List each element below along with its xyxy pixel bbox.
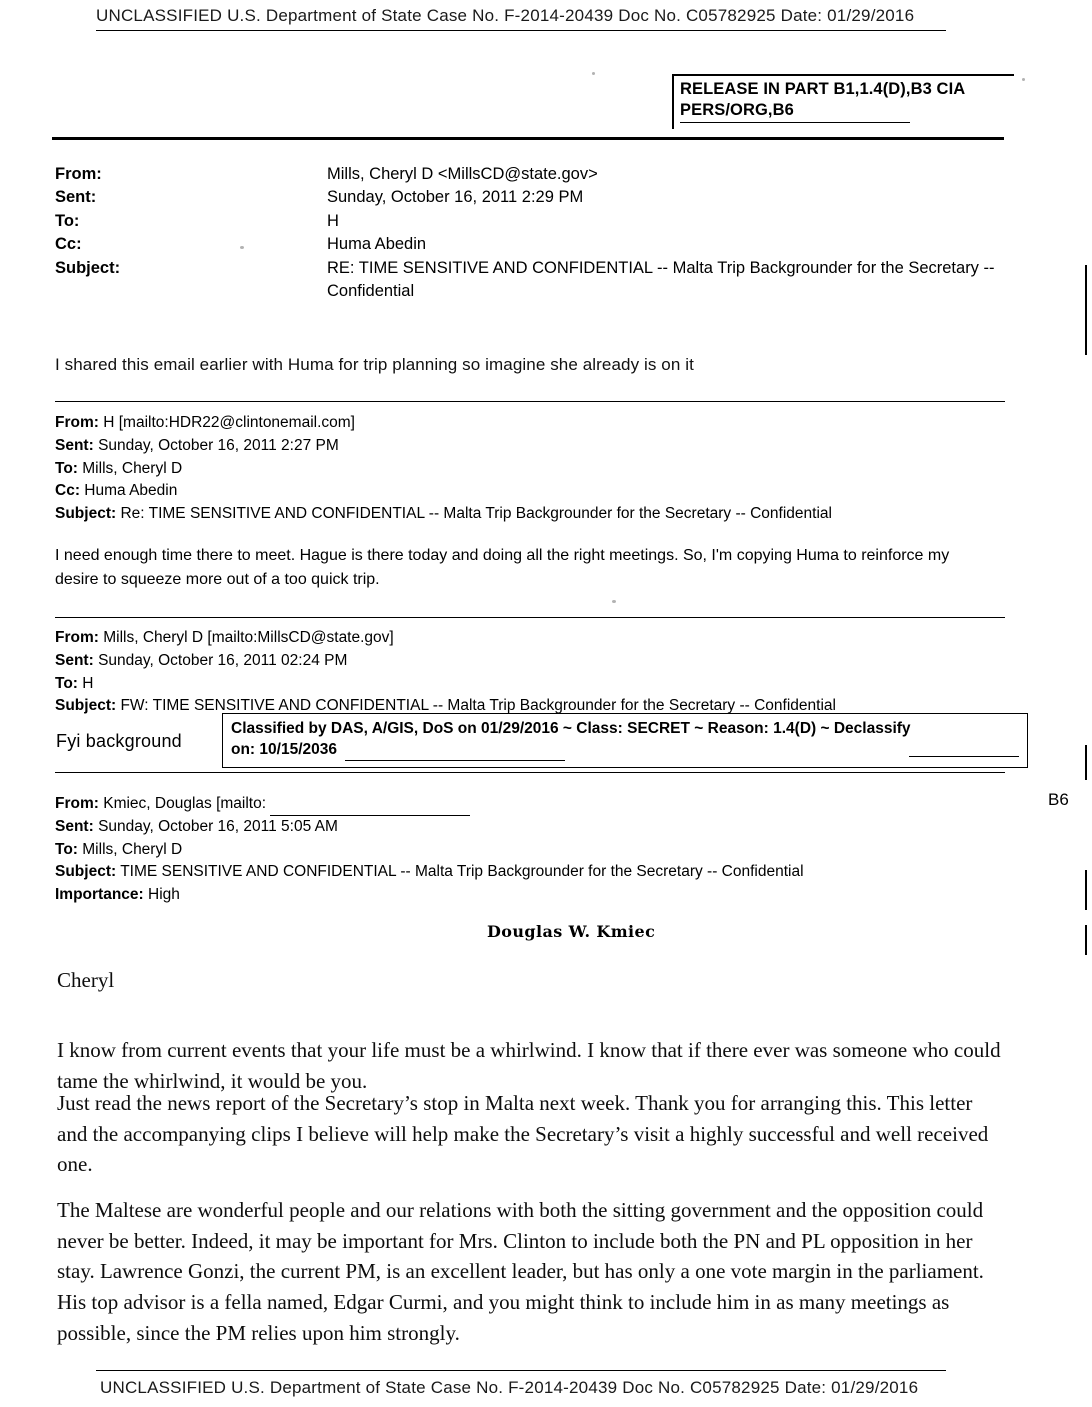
q2-from-row — [55, 627, 1015, 650]
q1-to-label: To: — [55, 459, 78, 477]
q2-to-value: H — [82, 674, 94, 692]
email-header-block — [55, 163, 1015, 304]
header-row-subject — [55, 257, 1015, 304]
q1-from-value: H [mailto:HDR22@clintonemail.com] — [103, 414, 355, 431]
classification-line-2-text: on: 10/15/2036 — [231, 741, 337, 759]
q2-to-label: To: — [55, 674, 78, 692]
q3-importance-value: High — [148, 886, 180, 904]
q1-to-value: Mills, Cheryl D — [82, 459, 183, 477]
q3-sent-label: Sent: — [55, 817, 94, 835]
bottom-classification-stamp: UNCLASSIFIED U.S. Department of State Case No. F-2014-20439 Doc No. C05782925 Date: 01/29/2016 — [100, 1378, 919, 1397]
q2-from-label: From: — [55, 629, 99, 646]
header-row-to — [55, 210, 1015, 233]
release-line-1: RELEASE IN PART B1,1.4(D),B3 CIA — [680, 80, 966, 98]
header-label-sent: Sent: — [55, 188, 97, 207]
top-classification-stamp: UNCLASSIFIED U.S. Department of State Case No. F-2014-20439 Doc No. C05782925 Date: 01/29/2016 — [96, 6, 915, 25]
letter-paragraph-2: Just read the news report of the Secretary’s stop in Malta next week. Thank you for arranging this. This letter and the accompanying clips I believe will help make the Secretary’s visit a highly successful and well received one. — [57, 1091, 989, 1177]
letter-greeting: Cheryl — [57, 968, 115, 992]
q2-to-row — [55, 673, 1015, 696]
quoted-1-body: I need enough time there to meet. Hague is there today and doing all the right meetings. So, I'm copying Huma to reinforce my desire to squeeze more out of a too quick trip. — [55, 547, 950, 588]
divider-1 — [55, 401, 1005, 402]
header-value-to: H — [327, 211, 339, 230]
header-subject-line2: Confidential — [327, 282, 415, 301]
classification-line-1-text: Classified by DAS, A/GIS, DoS on 01/29/2016 ~ Class: SECRET ~ Reason: 1.4(D) ~ Declassify — [231, 720, 911, 737]
q3-to-row — [55, 839, 1015, 862]
letter-paragraph-1: I know from current events that your life must be a whirlwind. I know that if there ever was someone who could tame the whirlwind, it would be you. — [57, 1038, 1001, 1093]
quoted-email-2-header — [55, 627, 1015, 718]
q1-to-row — [55, 458, 1015, 481]
header-separator-thick — [52, 137, 1004, 140]
header-row-sent — [55, 186, 1015, 209]
q1-subject-label: Subject: — [55, 505, 117, 523]
margin-bar-4 — [1085, 925, 1087, 955]
header-label-to: To: — [55, 211, 80, 230]
release-in-part-box — [672, 74, 1014, 129]
header-value-sent: Sunday, October 16, 2011 2:29 PM — [327, 188, 584, 207]
scan-speck — [240, 246, 244, 249]
header-subject-line1: RE: TIME SENSITIVE AND CONFIDENTIAL -- Malta Trip Backgrounder for the Secretary -- — [327, 258, 995, 277]
header-value-subject — [327, 257, 1015, 304]
q1-from-label: From: — [55, 414, 99, 431]
scan-speck — [592, 72, 595, 75]
margin-exemption-b6: B6 — [1048, 790, 1069, 809]
q1-cc-row — [55, 480, 1015, 503]
divider-3 — [55, 772, 1005, 773]
q1-cc-value: Huma Abedin — [84, 482, 178, 500]
q3-from-value: Kmiec, Douglas [mailto: — [103, 795, 267, 812]
q1-subject-value: Re: TIME SENSITIVE AND CONFIDENTIAL -- Malta Trip Backgrounder for the Secretary -- Confidential — [120, 505, 832, 523]
scan-speck — [1022, 78, 1025, 81]
letter-paragraph-3: The Maltese are wonderful people and our relations with both the sitting government and the opposition could never be better. Indeed, it may be important for Mrs. Clinton to include both the PN and PL opposition in her stay. Lawrence Gonzi, the current PM, is an excellent leader, but has only a one vote margin in the parliament. His top advisor is a fella named, Edgar Curmi, and you might think to include him in as many meetings as possible, since the PM relies upon him strongly. — [57, 1198, 984, 1345]
q1-sent-row — [55, 435, 1015, 458]
fyi-background-text: Fyi background — [56, 731, 182, 751]
release-underline — [680, 122, 910, 123]
header-label-from: From: — [55, 165, 102, 183]
margin-bar-1 — [1085, 265, 1087, 355]
q2-subject-label: Subject: — [55, 697, 117, 715]
q3-subject-label: Subject: — [55, 863, 117, 881]
q3-subject-row — [55, 861, 1015, 884]
q3-email-redaction — [270, 801, 470, 816]
q2-sent-value: Sunday, October 16, 2011 02:24 PM — [98, 651, 348, 669]
q1-cc-label: Cc: — [55, 482, 80, 500]
classification-line-1 — [231, 718, 1021, 739]
q1-sent-value: Sunday, October 16, 2011 2:27 PM — [98, 436, 339, 454]
scan-speck — [612, 600, 616, 603]
classification-stamp-box — [222, 713, 1028, 768]
header-rule — [96, 30, 946, 31]
header-value-from: Mills, Cheryl D <MillsCD@state.gov> — [327, 165, 598, 183]
q1-sent-label: Sent: — [55, 436, 94, 454]
q3-sent-value: Sunday, October 16, 2011 5:05 AM — [98, 817, 338, 835]
q3-to-label: To: — [55, 840, 78, 858]
header-value-cc: Huma Abedin — [327, 235, 427, 254]
q1-from-row — [55, 412, 1015, 435]
quoted-email-1-header — [55, 412, 1015, 526]
classification-redaction-line — [345, 760, 565, 761]
header-row-from — [55, 163, 1015, 186]
header-label-cc: Cc: — [55, 235, 82, 254]
q1-subject-row — [55, 503, 1015, 526]
q3-subject-value: TIME SENSITIVE AND CONFIDENTIAL -- Malta Trip Backgrounder for the Secretary -- Confidential — [120, 863, 804, 881]
divider-2 — [55, 617, 1005, 618]
q3-from-row — [55, 793, 1015, 816]
release-line-2: PERS/ORG,B6 — [680, 101, 794, 120]
q2-sent-row — [55, 650, 1015, 673]
q2-from-value: Mills, Cheryl D [mailto:MillsCD@state.gov] — [103, 629, 394, 646]
footer-rule — [96, 1370, 946, 1371]
q3-to-value: Mills, Cheryl D — [82, 840, 183, 858]
q3-importance-label: Importance: — [55, 886, 144, 904]
q3-importance-row — [55, 884, 1015, 907]
quoted-email-3-header — [55, 793, 1015, 907]
margin-bar-3 — [1085, 870, 1087, 910]
q2-subject-value: FW: TIME SENSITIVE AND CONFIDENTIAL -- Malta Trip Backgrounder for the Secretary -- Confidential — [120, 697, 836, 715]
signature-script: Douglas W. Kmiec — [487, 922, 656, 941]
classification-line-2 — [231, 739, 1021, 760]
q3-sent-row — [55, 816, 1015, 839]
note-text: I shared this email earlier with Huma for trip planning so imagine she already is on it — [55, 355, 694, 374]
header-row-cc — [55, 233, 1015, 256]
q2-sent-label: Sent: — [55, 651, 94, 669]
q3-from-label: From: — [55, 795, 99, 812]
margin-bar-2 — [1085, 745, 1087, 780]
classification-redaction-line-right — [909, 756, 1019, 757]
header-label-subject: Subject: — [55, 258, 121, 277]
